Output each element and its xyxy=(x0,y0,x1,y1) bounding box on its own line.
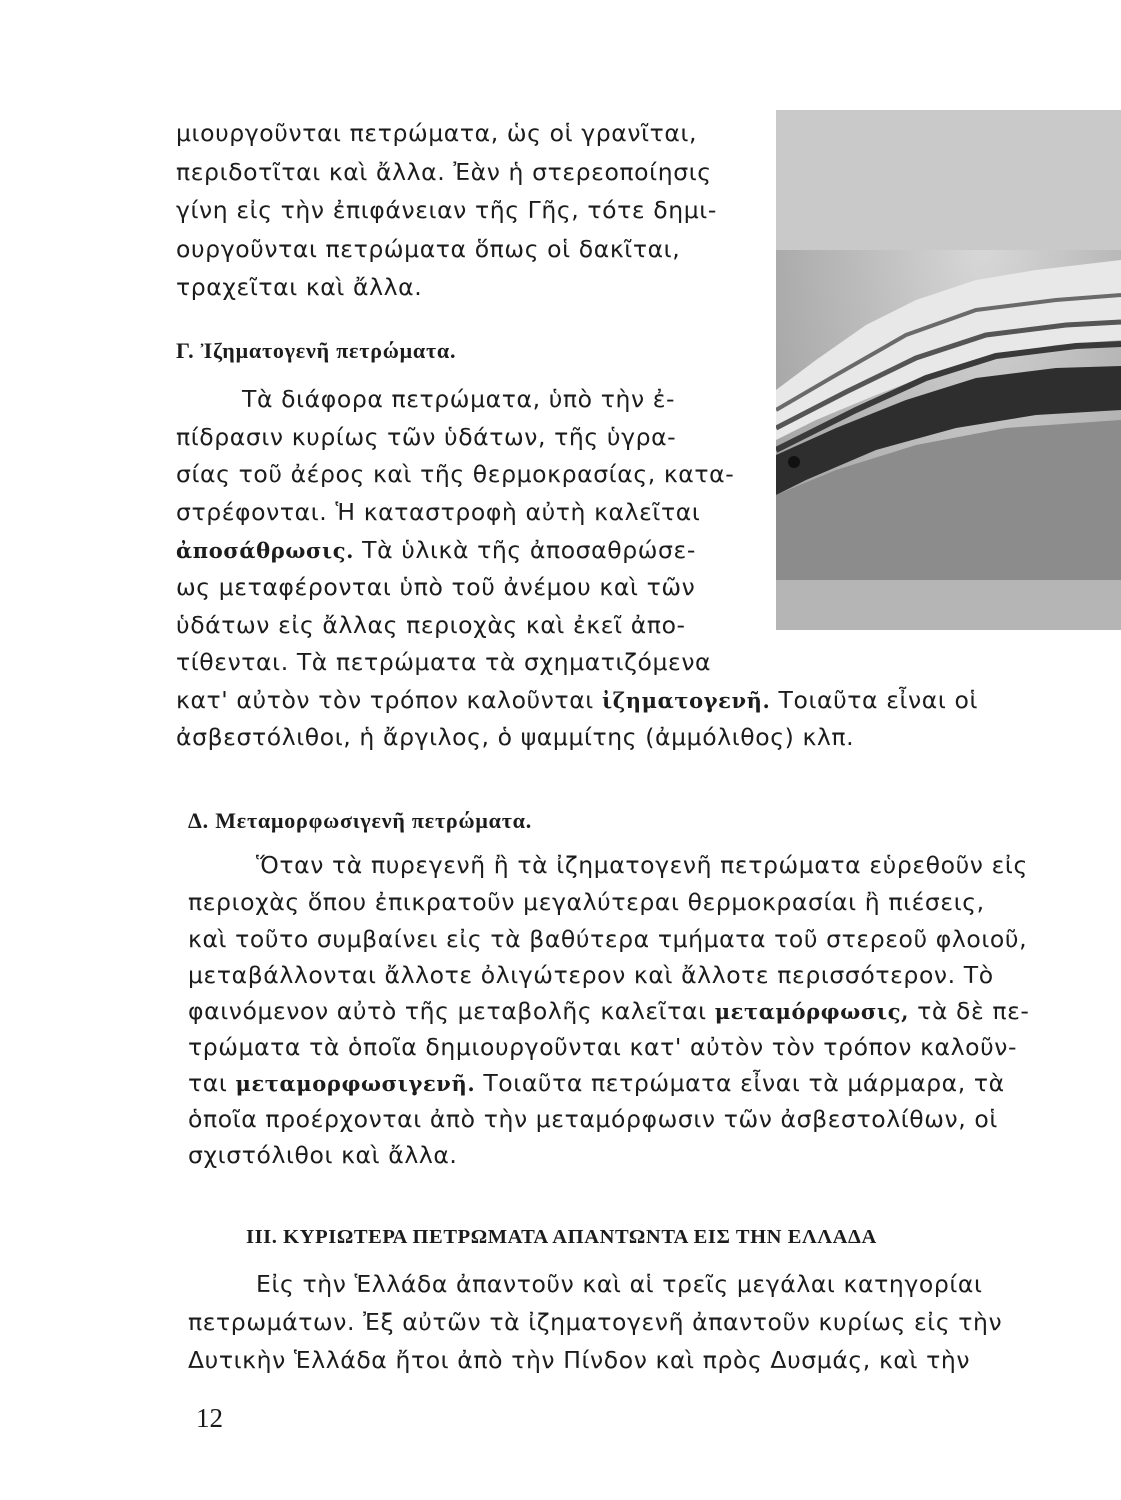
text-span: Τοιαῦτα εἶναι οἱ xyxy=(770,686,979,714)
text-line: Δυτικὴν Ἑλλάδα ἤτοι ἀπὸ τὴν Πίνδον καὶ πρὸς Δυσμάς, καὶ τὴν xyxy=(188,1346,971,1374)
text-span: φαινόμενον αὐτὸ τῆς μεταβολῆς καλεῖται xyxy=(188,997,715,1025)
text-span: τὰ δὲ πε- xyxy=(909,997,1030,1025)
text-line xyxy=(188,997,1029,1025)
bold-term: ἰζηματογενῆ. xyxy=(601,688,771,713)
page-number: 12 xyxy=(196,1403,223,1433)
text-line: καὶ τοῦτο συμβαίνει εἰς τὰ βαθύτερα τμήματα τοῦ στερεοῦ φλοιοῦ, xyxy=(188,925,1028,953)
section-heading-iii: III. ΚΥΡΙΩΤΕΡΑ ΠΕΤΡΩΜΑΤΑ ΑΠΑΝΤΩΝΤΑ ΕΙΣ ΤΗΝ ΕΛΛΑΔΑ xyxy=(246,1226,877,1248)
bold-term: ἀποσάθρωσις. xyxy=(176,538,355,563)
text-line: σχιστόλιθοι καὶ ἄλλα. xyxy=(188,1141,458,1169)
text-line: Τὰ διάφορα πετρώματα, ὑπὸ τὴν ἐ- xyxy=(242,385,676,413)
rock-strata-photo xyxy=(776,110,1121,630)
text-line xyxy=(176,536,696,564)
text-line: ὑδάτων εἰς ἄλλας περιοχὰς καὶ ἐκεῖ ἀπο- xyxy=(176,611,686,639)
text-line: μεταβάλλονται ἄλλοτε ὀλιγώτερον καὶ ἄλλοτε περισσότερον. Τὸ xyxy=(188,961,994,989)
text-span: Τοιαῦτα πετρώματα εἶναι τὰ μάρμαρα, τὰ xyxy=(475,1069,1005,1097)
text-line xyxy=(188,1069,1005,1097)
section-heading-c: Γ. Ἰζηματογενῆ πετρώματα. xyxy=(176,338,457,363)
bold-term: μεταμόρφωσις, xyxy=(714,999,909,1024)
text-line: πίδρασιν κυρίως τῶν ὑδάτων, τῆς ὑγρα- xyxy=(176,423,677,451)
text-line: γίνη εἰς τὴν ἐπιφάνειαν τῆς Γῆς, τότε δημι- xyxy=(176,196,717,224)
text-line: σίας τοῦ ἀέρος καὶ τῆς θερμοκρασίας, κατα- xyxy=(176,460,735,488)
text-line: ἀσβεστόλιθοι, ἡ ἄργιλος, ὁ ψαμμίτης (ἀμμόλιθος) κλπ. xyxy=(176,723,855,751)
text-line: μιουργοῦνται πετρώματα, ὡς οἱ γρανῖται, xyxy=(176,119,698,147)
text-line: πετρωμάτων. Ἐξ αὐτῶν τὰ ἰζηματογενῆ ἀπαντοῦν κυρίως εἰς τὴν xyxy=(188,1308,1003,1336)
rock-strata-illustration xyxy=(776,110,1121,630)
bold-term: μεταμορφωσιγενῆ. xyxy=(235,1071,476,1096)
text-line: τρώματα τὰ ὁποῖα δημιουργοῦνται κατ' αὐτὸν τὸν τρόπον καλοῦν- xyxy=(188,1033,1018,1061)
text-line: ουργοῦνται πετρώματα ὅπως οἱ δακῖται, xyxy=(176,235,681,263)
text-line: περιδοτῖται καὶ ἄλλα. Ἐὰν ἡ στερεοποίησις xyxy=(176,158,712,186)
text-line: Ὅταν τὰ πυρεγενῆ ἢ τὰ ἰζηματογενῆ πετρώματα εὑρεθοῦν εἰς xyxy=(256,851,1028,879)
text-line: ὁποῖα προέρχονται ἀπὸ τὴν μεταμόρφωσιν τῶν ἀσβεστολίθων, οἱ xyxy=(188,1105,998,1133)
text-span: κατ' αὐτὸν τὸν τρόπον καλοῦνται xyxy=(176,686,602,714)
text-line: περιοχὰς ὅπου ἐπικρατοῦν μεγαλύτεραι θερμοκρασίαι ἢ πιέσεις, xyxy=(188,888,985,916)
text-line: Εἰς τὴν Ἑλλάδα ἀπαντοῦν καὶ αἱ τρεῖς μεγάλαι κατηγορίαι xyxy=(256,1270,983,1298)
text-line: ως μεταφέρονται ὑπὸ τοῦ ἀνέμου καὶ τῶν xyxy=(176,573,696,601)
text-span: ται xyxy=(188,1069,236,1097)
text-line: τραχεῖται καὶ ἄλλα. xyxy=(176,273,423,301)
text-line xyxy=(176,686,978,714)
text-line: τίθενται. Τὰ πετρώματα τὰ σχηματιζόμενα xyxy=(176,648,712,676)
section-heading-d: Δ. Μεταμορφωσιγενῆ πετρώματα. xyxy=(188,808,533,833)
text-line: στρέφονται. Ἡ καταστροφὴ αὐτὴ καλεῖται xyxy=(176,498,701,526)
text-span: Τὰ ὑλικὰ τῆς ἀποσαθρώσε- xyxy=(354,536,696,564)
